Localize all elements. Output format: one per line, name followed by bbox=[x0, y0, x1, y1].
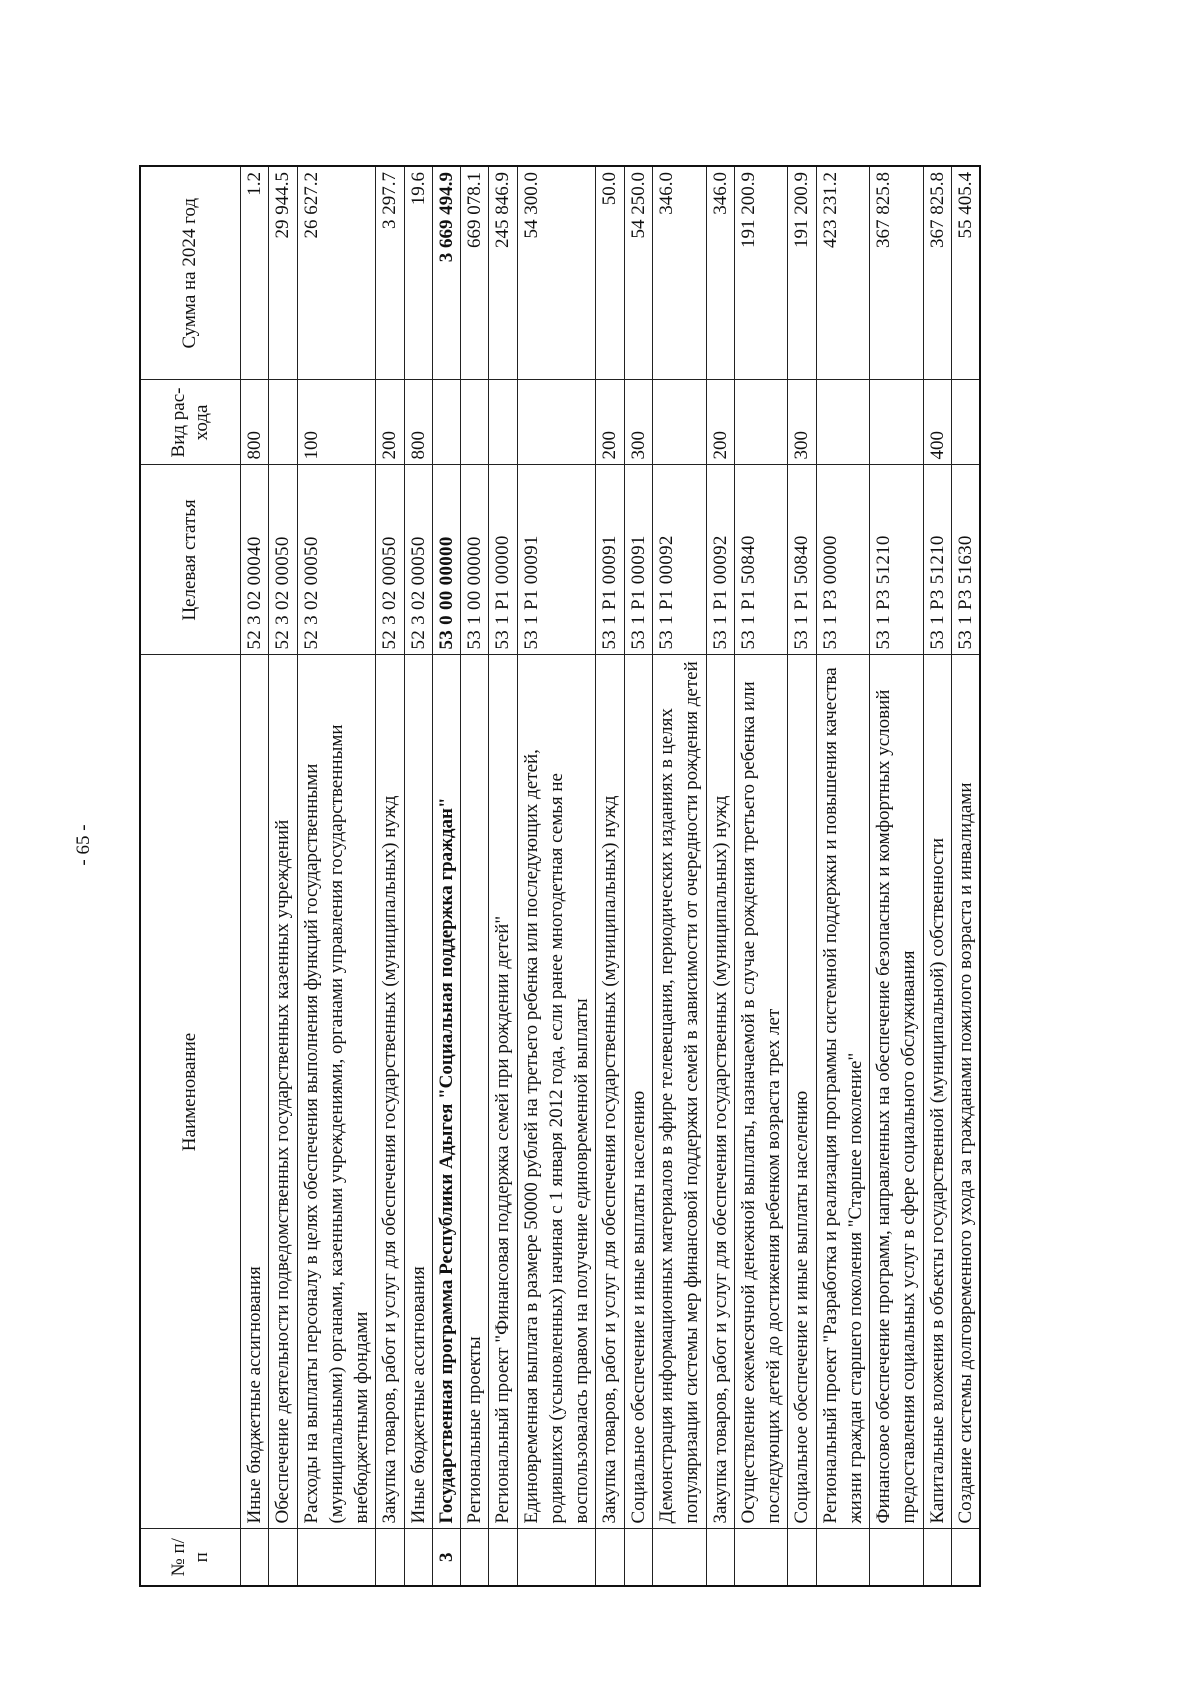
cell-sum: 367 825.8 bbox=[870, 166, 924, 380]
cell-type: 100 bbox=[297, 380, 376, 465]
cell-sum: 29 944.5 bbox=[269, 166, 297, 380]
cell-num bbox=[788, 1529, 816, 1586]
cell-type: 400 bbox=[923, 380, 951, 465]
cell-num bbox=[706, 1529, 734, 1586]
cell-name: Демонстрация информационных материалов в эфире телевещания, периодических изданиях в целях популяризации системы мер финансовой поддержки семей в зависимости от очередности рождения детей bbox=[652, 655, 706, 1529]
cell-type: 200 bbox=[376, 380, 404, 465]
cell-name: Иные бюджетные ассигнования bbox=[404, 655, 432, 1529]
table-row bbox=[624, 166, 652, 1586]
table-row bbox=[241, 166, 269, 1586]
cell-sum: 55 405.4 bbox=[951, 166, 980, 380]
table-row bbox=[870, 166, 924, 1586]
cell-num bbox=[734, 1529, 788, 1586]
cell-num bbox=[297, 1529, 376, 1586]
cell-sum: 346.0 bbox=[706, 166, 734, 380]
table-header-row bbox=[140, 166, 241, 1586]
cell-code: 53 1 P1 50840 bbox=[788, 465, 816, 655]
header-name: Наименование bbox=[140, 655, 241, 1529]
table-row bbox=[951, 166, 980, 1586]
cell-name: Региональные проекты bbox=[461, 655, 489, 1529]
cell-code: 53 1 P1 00091 bbox=[596, 465, 624, 655]
cell-code: 53 1 P3 51210 bbox=[870, 465, 924, 655]
cell-sum: 54 300.0 bbox=[517, 166, 596, 380]
cell-num bbox=[596, 1529, 624, 1586]
cell-num bbox=[816, 1529, 870, 1586]
cell-name: Закупка товаров, работ и услуг для обеспечения государственных (муниципальных) нужд bbox=[706, 655, 734, 1529]
cell-num bbox=[461, 1529, 489, 1586]
cell-name: Социальное обеспечение и иные выплаты населению bbox=[788, 655, 816, 1529]
cell-name: Региональный проект "Разработка и реализация программы системной поддержки и повышения качества жизни граждан старшего поколения "Старшее поколение" bbox=[816, 655, 870, 1529]
cell-name: Государственная программа Республики Адыгея "Социальная поддержка граждан" bbox=[432, 655, 460, 1529]
cell-name: Закупка товаров, работ и услуг для обеспечения государственных (муниципальных) нужд bbox=[376, 655, 404, 1529]
cell-code: 53 1 P1 00092 bbox=[706, 465, 734, 655]
cell-code: 52 3 02 00050 bbox=[269, 465, 297, 655]
cell-num bbox=[269, 1529, 297, 1586]
cell-type bbox=[951, 380, 980, 465]
cell-type: 200 bbox=[596, 380, 624, 465]
table-row bbox=[489, 166, 517, 1586]
cell-code: 52 3 02 00050 bbox=[297, 465, 376, 655]
cell-sum: 191 200.9 bbox=[734, 166, 788, 380]
table-row bbox=[816, 166, 870, 1586]
header-type: Вид рас-хода bbox=[140, 380, 241, 465]
cell-name: Закупка товаров, работ и услуг для обеспечения государственных (муниципальных) нужд bbox=[596, 655, 624, 1529]
cell-code: 53 0 00 00000 bbox=[432, 465, 460, 655]
table-row bbox=[432, 166, 460, 1586]
cell-name: Социальное обеспечение и иные выплаты населению bbox=[624, 655, 652, 1529]
cell-type: 300 bbox=[788, 380, 816, 465]
cell-num bbox=[404, 1529, 432, 1586]
table-row bbox=[652, 166, 706, 1586]
cell-type bbox=[489, 380, 517, 465]
cell-code: 52 3 02 00040 bbox=[241, 465, 269, 655]
cell-code: 53 1 P1 00091 bbox=[624, 465, 652, 655]
cell-num bbox=[624, 1529, 652, 1586]
cell-name: Расходы на выплаты персоналу в целях обеспечения выполнения функций государственными (муниципальными) органами, казенными учреждениями, органами управления государственными внебюджетными фондами bbox=[297, 655, 376, 1529]
cell-sum: 3 669 494.9 bbox=[432, 166, 460, 380]
budget-table-rotated bbox=[139, 167, 1200, 1587]
cell-num bbox=[517, 1529, 596, 1586]
cell-code: 53 1 P1 00000 bbox=[489, 465, 517, 655]
header-num: № п/п bbox=[140, 1529, 241, 1586]
cell-sum: 26 627.2 bbox=[297, 166, 376, 380]
table-row bbox=[269, 166, 297, 1586]
table-row bbox=[517, 166, 596, 1586]
cell-type bbox=[269, 380, 297, 465]
cell-name: Финансовое обеспечение программ, направленных на обеспечение безопасных и комфортных условий предоставления социальных услуг в сфере социального обслуживания bbox=[870, 655, 924, 1529]
cell-code: 53 1 00 00000 bbox=[461, 465, 489, 655]
cell-sum: 669 078.1 bbox=[461, 166, 489, 380]
cell-name: Иные бюджетные ассигнования bbox=[241, 655, 269, 1529]
cell-code: 53 1 P3 51630 bbox=[951, 465, 980, 655]
cell-type bbox=[432, 380, 460, 465]
cell-num bbox=[870, 1529, 924, 1586]
table-row bbox=[404, 166, 432, 1586]
table-row bbox=[734, 166, 788, 1586]
page-number: - 65 - bbox=[73, 824, 94, 866]
cell-num bbox=[376, 1529, 404, 1586]
cell-code: 52 3 02 00050 bbox=[404, 465, 432, 655]
cell-type: 800 bbox=[241, 380, 269, 465]
cell-name: Региональный проект "Финансовая поддержка семей при рождении детей" bbox=[489, 655, 517, 1529]
table-row bbox=[923, 166, 951, 1586]
cell-num bbox=[951, 1529, 980, 1586]
cell-num bbox=[241, 1529, 269, 1586]
cell-sum: 367 825.8 bbox=[923, 166, 951, 380]
header-sum: Сумма на 2024 год bbox=[140, 166, 241, 380]
cell-name: Осуществление ежемесячной денежной выплаты, назначаемой в случае рождения третьего ребенка или последующих детей до достижения ребенком возраста трех лет bbox=[734, 655, 788, 1529]
table-body bbox=[241, 166, 981, 1586]
cell-name: Создание системы долговременного ухода за гражданами пожилого возраста и инвалидами bbox=[951, 655, 980, 1529]
cell-name: Капитальные вложения в объекты государственной (муниципальной) собственности bbox=[923, 655, 951, 1529]
cell-sum: 346.0 bbox=[652, 166, 706, 380]
cell-code: 53 1 P3 00000 bbox=[816, 465, 870, 655]
table-row bbox=[706, 166, 734, 1586]
cell-type bbox=[870, 380, 924, 465]
table-row bbox=[461, 166, 489, 1586]
cell-type bbox=[816, 380, 870, 465]
cell-sum: 50.0 bbox=[596, 166, 624, 380]
header-code: Целевая статья bbox=[140, 465, 241, 655]
cell-type: 300 bbox=[624, 380, 652, 465]
cell-type bbox=[461, 380, 489, 465]
cell-sum: 19.6 bbox=[404, 166, 432, 380]
cell-code: 53 1 P1 00092 bbox=[652, 465, 706, 655]
cell-name: Обеспечение деятельности подведомственных государственных казенных учреждений bbox=[269, 655, 297, 1529]
cell-code: 53 1 P1 00091 bbox=[517, 465, 596, 655]
cell-sum: 1.2 bbox=[241, 166, 269, 380]
cell-type bbox=[517, 380, 596, 465]
table-row bbox=[297, 166, 376, 1586]
table-row bbox=[596, 166, 624, 1586]
cell-type: 200 bbox=[706, 380, 734, 465]
table-row bbox=[376, 166, 404, 1586]
cell-sum: 191 200.9 bbox=[788, 166, 816, 380]
cell-type bbox=[652, 380, 706, 465]
cell-sum: 245 846.9 bbox=[489, 166, 517, 380]
cell-sum: 423 231.2 bbox=[816, 166, 870, 380]
cell-sum: 54 250.0 bbox=[624, 166, 652, 380]
cell-code: 53 1 P1 50840 bbox=[734, 465, 788, 655]
cell-num bbox=[652, 1529, 706, 1586]
cell-code: 52 3 02 00050 bbox=[376, 465, 404, 655]
cell-type: 800 bbox=[404, 380, 432, 465]
cell-num: 3 bbox=[432, 1529, 460, 1586]
budget-table bbox=[139, 165, 981, 1587]
cell-sum: 3 297.7 bbox=[376, 166, 404, 380]
cell-num bbox=[923, 1529, 951, 1586]
cell-code: 53 1 P3 51210 bbox=[923, 465, 951, 655]
table-row bbox=[788, 166, 816, 1586]
cell-num bbox=[489, 1529, 517, 1586]
cell-name: Единовременная выплата в размере 50000 рублей на третьего ребенка или последующих детей, родившихся (усыновленных) начиная с 1 января 2012 года, если ранее многодетная семья не воспользовалась правом на получение единовременной выплаты bbox=[517, 655, 596, 1529]
cell-type bbox=[734, 380, 788, 465]
